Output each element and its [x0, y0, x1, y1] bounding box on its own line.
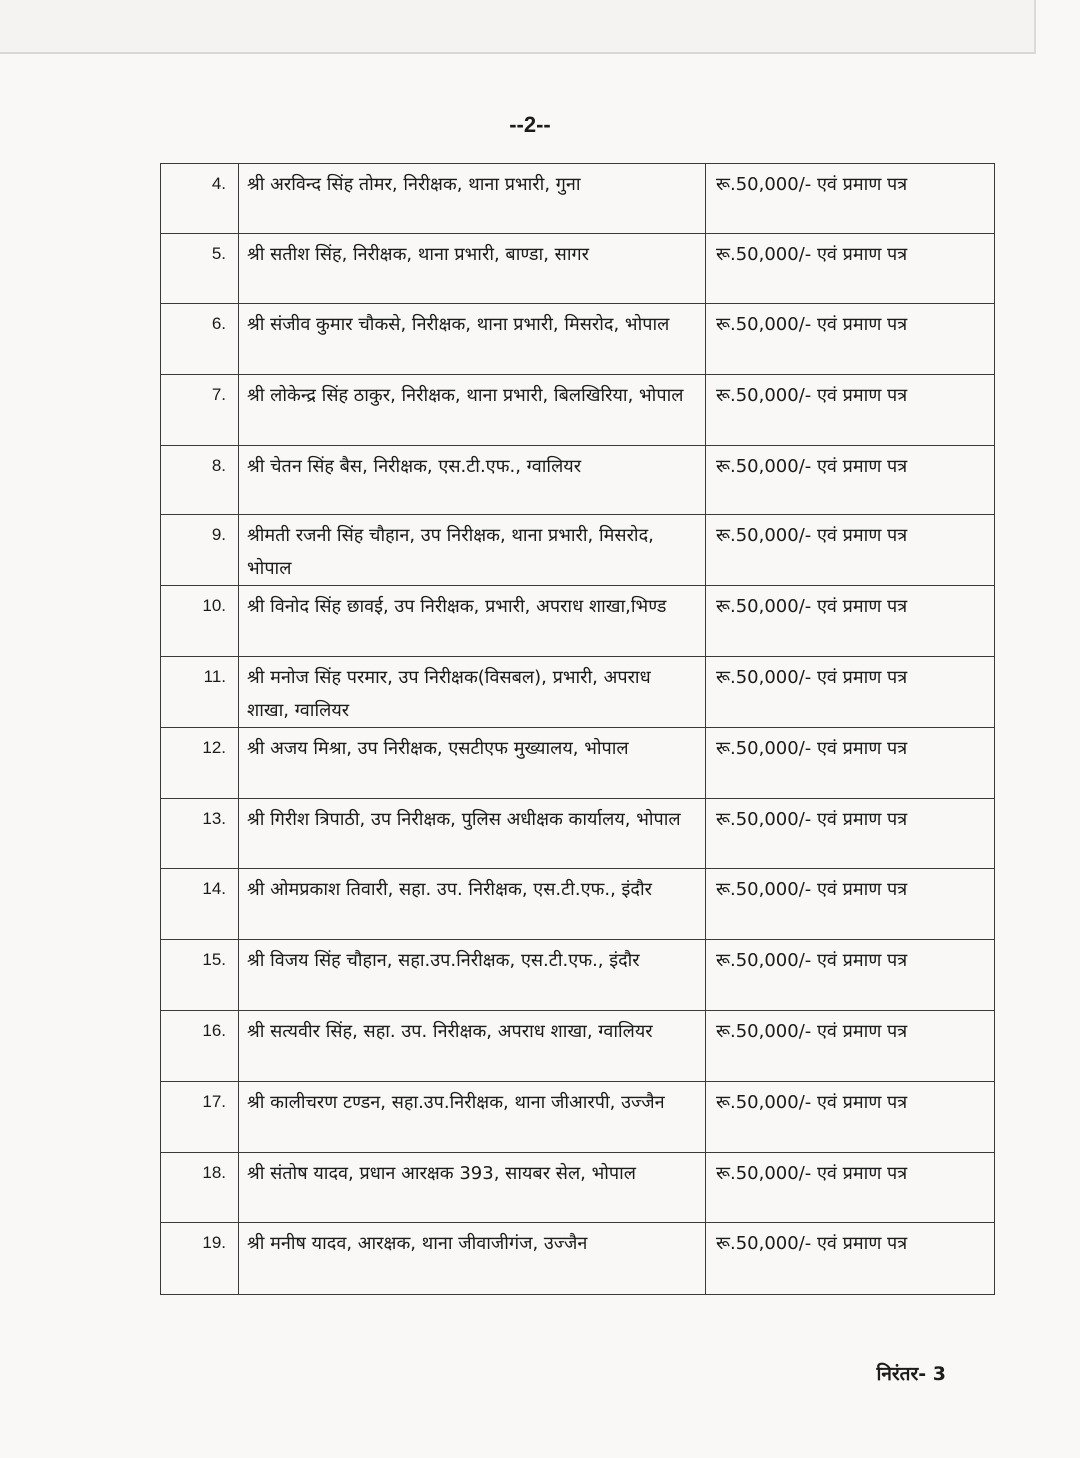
serial-number-cell: 19. — [161, 1223, 239, 1295]
serial-number-cell: 13. — [161, 799, 239, 869]
awardee-name-cell: श्री लोकेन्द्र सिंह ठाकुर, निरीक्षक, थाना प्रभारी, बिलखिरिया, भोपाल — [239, 375, 706, 446]
serial-number-cell: 5. — [161, 234, 239, 304]
serial-number-cell: 11. — [161, 657, 239, 728]
table-row — [161, 375, 995, 446]
table-row — [161, 304, 995, 375]
serial-number-cell: 8. — [161, 446, 239, 515]
award-table — [160, 163, 995, 1295]
serial-number-cell: 14. — [161, 869, 239, 940]
award-amount-cell: रू.50,000/- एवं प्रमाण पत्र — [706, 1082, 995, 1153]
award-amount-cell: रू.50,000/- एवं प्रमाण पत्र — [706, 1011, 995, 1082]
awardee-name-cell: श्री विनोद सिंह छावई, उप निरीक्षक, प्रभारी, अपराध शाखा,भिण्ड — [239, 586, 706, 657]
awardee-name-cell: श्री संतोष यादव, प्रधान आरक्षक 393, सायबर सेल, भोपाल — [239, 1153, 706, 1223]
awardee-name-cell: श्री सत्यवीर सिंह, सहा. उप. निरीक्षक, अपराध शाखा, ग्वालियर — [239, 1011, 706, 1082]
table-row — [161, 728, 995, 799]
serial-number-cell: 10. — [161, 586, 239, 657]
table-row — [161, 1153, 995, 1223]
awardee-name-cell: श्री सतीश सिंह, निरीक्षक, थाना प्रभारी, बाण्डा, सागर — [239, 234, 706, 304]
award-amount-cell: रू.50,000/- एवं प्रमाण पत्र — [706, 869, 995, 940]
award-amount-cell: रू.50,000/- एवं प्रमाण पत्र — [706, 164, 995, 234]
awardee-name-cell: श्री चेतन सिंह बैस, निरीक्षक, एस.टी.एफ., ग्वालियर — [239, 446, 706, 515]
serial-number-cell: 9. — [161, 515, 239, 586]
serial-number-cell: 17. — [161, 1082, 239, 1153]
awardee-name-cell: श्री कालीचरण टण्डन, सहा.उप.निरीक्षक, थाना जीआरपी, उज्जैन — [239, 1082, 706, 1153]
award-amount-cell: रू.50,000/- एवं प्रमाण पत्र — [706, 799, 995, 869]
table-row — [161, 1082, 995, 1153]
table-row — [161, 586, 995, 657]
awardee-name-cell: श्री ओमप्रकाश तिवारी, सहा. उप. निरीक्षक, एस.टी.एफ., इंदौर — [239, 869, 706, 940]
table-row — [161, 1011, 995, 1082]
awardee-name-cell: श्री मनीष यादव, आरक्षक, थाना जीवाजीगंज, उज्जैन — [239, 1223, 706, 1295]
award-amount-cell: रू.50,000/- एवं प्रमाण पत्र — [706, 234, 995, 304]
award-amount-cell: रू.50,000/- एवं प्रमाण पत्र — [706, 940, 995, 1011]
award-amount-cell: रू.50,000/- एवं प्रमाण पत्र — [706, 1153, 995, 1223]
award-amount-cell: रू.50,000/- एवं प्रमाण पत्र — [706, 1223, 995, 1295]
table-row — [161, 164, 995, 234]
awardee-name-cell: श्री मनोज सिंह परमार, उप निरीक्षक(विसबल), प्रभारी, अपराध शाखा, ग्वालियर — [239, 657, 706, 728]
page-number: --2-- — [509, 112, 551, 137]
table-row — [161, 940, 995, 1011]
serial-number-cell: 18. — [161, 1153, 239, 1223]
table-row — [161, 1223, 995, 1295]
award-amount-cell: रू.50,000/- एवं प्रमाण पत्र — [706, 728, 995, 799]
award-amount-cell: रू.50,000/- एवं प्रमाण पत्र — [706, 375, 995, 446]
serial-number-cell: 4. — [161, 164, 239, 234]
serial-number-cell: 6. — [161, 304, 239, 375]
serial-number-cell: 7. — [161, 375, 239, 446]
awardee-name-cell: श्री अजय मिश्रा, उप निरीक्षक, एसटीएफ मुख्यालय, भोपाल — [239, 728, 706, 799]
table-row — [161, 446, 995, 515]
awardee-name-cell: श्रीमती रजनी सिंह चौहान, उप निरीक्षक, थाना प्रभारी, मिसरोद, भोपाल — [239, 515, 706, 586]
awardee-name-cell: श्री गिरीश त्रिपाठी, उप निरीक्षक, पुलिस अधीक्षक कार्यालय, भोपाल — [239, 799, 706, 869]
table-row — [161, 869, 995, 940]
award-amount-cell: रू.50,000/- एवं प्रमाण पत्र — [706, 657, 995, 728]
award-table-body — [161, 164, 995, 1295]
table-row — [161, 799, 995, 869]
table-row — [161, 657, 995, 728]
award-amount-cell: रू.50,000/- एवं प्रमाण पत्र — [706, 515, 995, 586]
table-row — [161, 234, 995, 304]
previous-page-edge — [0, 0, 1036, 54]
award-amount-cell: रू.50,000/- एवं प्रमाण पत्र — [706, 304, 995, 375]
serial-number-cell: 15. — [161, 940, 239, 1011]
awardee-name-cell: श्री विजय सिंह चौहान, सहा.उप.निरीक्षक, एस.टी.एफ., इंदौर — [239, 940, 706, 1011]
continued-label: निरंतर- 3 — [876, 1363, 946, 1385]
awardee-name-cell: श्री संजीव कुमार चौकसे, निरीक्षक, थाना प्रभारी, मिसरोद, भोपाल — [239, 304, 706, 375]
awardee-name-cell: श्री अरविन्द सिंह तोमर, निरीक्षक, थाना प्रभारी, गुना — [239, 164, 706, 234]
serial-number-cell: 12. — [161, 728, 239, 799]
award-amount-cell: रू.50,000/- एवं प्रमाण पत्र — [706, 446, 995, 515]
serial-number-cell: 16. — [161, 1011, 239, 1082]
award-amount-cell: रू.50,000/- एवं प्रमाण पत्र — [706, 586, 995, 657]
table-row — [161, 515, 995, 586]
